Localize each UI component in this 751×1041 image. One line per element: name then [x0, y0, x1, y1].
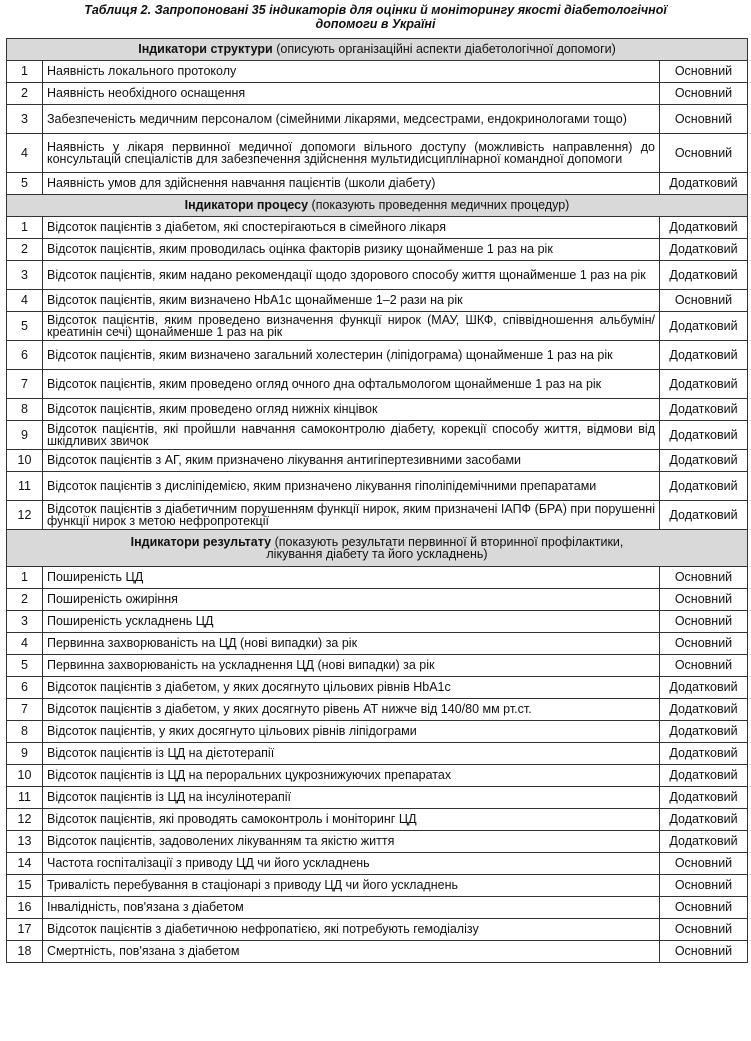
- row-indicator: Тривалість перебування в стаціонарі з приводу ЦД чи його ускладнень: [43, 875, 660, 897]
- row-indicator: Відсоток пацієнтів, яким визначено HbA1c щонайменше 1–2 рази на рік: [43, 290, 660, 312]
- row-indicator: Частота госпіталізації з приводу ЦД чи його ускладнень: [43, 853, 660, 875]
- row-number: 7: [7, 370, 43, 399]
- row-number: 10: [7, 765, 43, 787]
- caption-line-2: допомоги в Україні: [315, 17, 436, 31]
- row-indicator: Відсоток пацієнтів, задоволених лікуванням та якістю життя: [43, 831, 660, 853]
- row-number: 12: [7, 501, 43, 530]
- row-number: 6: [7, 341, 43, 370]
- section-note: (показують проведення медичних процедур): [308, 198, 570, 213]
- table-row: [7, 312, 748, 341]
- row-category: Додатковий: [660, 341, 748, 370]
- row-number: 7: [7, 699, 43, 721]
- row-indicator: Відсоток пацієнтів, у яких досягнуто цільових рівнів ліпідограми: [43, 721, 660, 743]
- table-row: [7, 897, 748, 919]
- indicators-table: [6, 38, 748, 963]
- row-number: 8: [7, 399, 43, 421]
- row-category: Додатковий: [660, 239, 748, 261]
- row-indicator: Відсоток пацієнтів, яким проведено визначення функції нирок (МАУ, ШКФ, співвідношення альбумін/креатинін сечі) щонайменше 1 раз на рік: [43, 312, 660, 341]
- section-header-result: [7, 530, 748, 567]
- row-category: Основний: [660, 875, 748, 897]
- row-number: 3: [7, 611, 43, 633]
- row-indicator: Відсоток пацієнтів з діабетом, які спостерігаються в сімейного лікаря: [43, 217, 660, 239]
- table-row: [7, 261, 748, 290]
- section-note-line-2: лікування діабету та його ускладнень): [266, 547, 488, 561]
- row-number: 5: [7, 173, 43, 195]
- row-number: 11: [7, 472, 43, 501]
- table-row: [7, 919, 748, 941]
- section-header-process: [7, 195, 748, 217]
- row-number: 2: [7, 83, 43, 105]
- row-number: 1: [7, 217, 43, 239]
- row-category: Основний: [660, 897, 748, 919]
- table-row: [7, 875, 748, 897]
- row-number: 11: [7, 787, 43, 809]
- row-category: Додатковий: [660, 831, 748, 853]
- row-number: 3: [7, 261, 43, 290]
- row-indicator: Смертність, пов'язана з діабетом: [43, 941, 660, 963]
- row-category: Основний: [660, 83, 748, 105]
- row-number: 17: [7, 919, 43, 941]
- row-indicator: Інвалідність, пов'язана з діабетом: [43, 897, 660, 919]
- table-row: [7, 743, 748, 765]
- row-number: 4: [7, 134, 43, 173]
- row-category: Основний: [660, 655, 748, 677]
- row-indicator: Поширеність ЦД: [43, 567, 660, 589]
- row-number: 4: [7, 290, 43, 312]
- row-number: 12: [7, 809, 43, 831]
- row-category: Додатковий: [660, 472, 748, 501]
- table-row: [7, 941, 748, 963]
- row-number: 8: [7, 721, 43, 743]
- row-category: Додатковий: [660, 787, 748, 809]
- row-category: Додатковий: [660, 370, 748, 399]
- row-indicator: Відсоток пацієнтів з діабетом, у яких досягнуто цільових рівнів HbA1c: [43, 677, 660, 699]
- section-title: Індикатори результату: [130, 534, 272, 549]
- table-row: [7, 450, 748, 472]
- row-indicator: Відсоток пацієнтів, яким надано рекомендації щодо здорового способу життя щонайменше 1 раз на рік: [43, 261, 660, 290]
- row-category: Додатковий: [660, 809, 748, 831]
- row-category: Основний: [660, 919, 748, 941]
- row-category: Основний: [660, 633, 748, 655]
- row-number: 16: [7, 897, 43, 919]
- row-number: 2: [7, 589, 43, 611]
- row-category: Додатковий: [660, 173, 748, 195]
- table-row: [7, 399, 748, 421]
- row-indicator: Забезпеченість медичним персоналом (сімейними лікарями, медсестрами, ендокринологами тощо): [43, 105, 660, 134]
- row-indicator: Наявність необхідного оснащення: [43, 83, 660, 105]
- row-indicator: Поширеність ускладнень ЦД: [43, 611, 660, 633]
- row-category: Основний: [660, 290, 748, 312]
- row-category: Додатковий: [660, 399, 748, 421]
- section-header-structure: [7, 39, 748, 61]
- row-number: 1: [7, 61, 43, 83]
- row-number: 6: [7, 677, 43, 699]
- table-row: [7, 589, 748, 611]
- table-row: [7, 831, 748, 853]
- row-indicator: Відсоток пацієнтів, яким проводилась оцінка факторів ризику щонайменше 1 раз на рік: [43, 239, 660, 261]
- row-number: 13: [7, 831, 43, 853]
- row-number: 3: [7, 105, 43, 134]
- row-category: Додатковий: [660, 421, 748, 450]
- table-row: [7, 787, 748, 809]
- row-category: Основний: [660, 134, 748, 173]
- row-indicator: Відсоток пацієнтів з діабетичним порушенням функції нирок, яким призначені ІАПФ (БРА) при порушенні функції нирок з метою нефропротекції: [43, 501, 660, 530]
- row-category: Основний: [660, 611, 748, 633]
- section-title: Індикатори процесу: [184, 198, 309, 213]
- table-row: [7, 61, 748, 83]
- row-category: Основний: [660, 589, 748, 611]
- row-category: Додатковий: [660, 312, 748, 341]
- table-row: [7, 809, 748, 831]
- row-category: Додатковий: [660, 261, 748, 290]
- row-category: Основний: [660, 941, 748, 963]
- row-indicator: Наявність умов для здійснення навчання пацієнтів (школи діабету): [43, 173, 660, 195]
- row-indicator: Поширеність ожиріння: [43, 589, 660, 611]
- row-number: 5: [7, 655, 43, 677]
- section-note: (описують організаційні аспекти діабетологічної допомоги): [272, 42, 616, 57]
- row-category: Додатковий: [660, 217, 748, 239]
- row-indicator: Відсоток пацієнтів, яким проведено огляд очного дна офтальмологом щонайменше 1 раз на рік: [43, 370, 660, 399]
- table-row: [7, 472, 748, 501]
- row-category: Додатковий: [660, 743, 748, 765]
- row-indicator: Відсоток пацієнтів, які пройшли навчання самоконтролю діабету, корекції способу життя, відмови від шкідливих звичок: [43, 421, 660, 450]
- table-row: [7, 83, 748, 105]
- row-category: Додатковий: [660, 765, 748, 787]
- table-row: [7, 370, 748, 399]
- row-indicator: Відсоток пацієнтів із ЦД на пероральних цукрознижуючих препаратах: [43, 765, 660, 787]
- row-indicator: Відсоток пацієнтів, яким визначено загальний холестерин (ліпідограма) щонайменше 1 раз на рік: [43, 341, 660, 370]
- row-number: 2: [7, 239, 43, 261]
- table-row: [7, 290, 748, 312]
- table-row: [7, 341, 748, 370]
- table-row: [7, 239, 748, 261]
- row-indicator: Відсоток пацієнтів з діабетичною нефропатією, які потребують гемодіалізу: [43, 919, 660, 941]
- row-category: Основний: [660, 61, 748, 83]
- table-row: [7, 567, 748, 589]
- row-indicator: Відсоток пацієнтів з діабетом, у яких досягнуто рівень АТ нижче від 140/80 мм рт.ст.: [43, 699, 660, 721]
- row-number: 1: [7, 567, 43, 589]
- row-number: 14: [7, 853, 43, 875]
- row-number: 9: [7, 421, 43, 450]
- table-row: [7, 134, 748, 173]
- row-indicator: Відсоток пацієнтів з АГ, яким призначено лікування антигіпертезивними засобами: [43, 450, 660, 472]
- table-row: [7, 655, 748, 677]
- table-row: [7, 633, 748, 655]
- row-number: 4: [7, 633, 43, 655]
- row-category: Додатковий: [660, 450, 748, 472]
- row-number: 10: [7, 450, 43, 472]
- table-row: [7, 721, 748, 743]
- row-category: Додатковий: [660, 677, 748, 699]
- row-indicator: Відсоток пацієнтів із ЦД на дієтотерапії: [43, 743, 660, 765]
- row-indicator: Первинна захворюваність на ускладнення ЦД (нові випадки) за рік: [43, 655, 660, 677]
- table-row: [7, 421, 748, 450]
- row-indicator: Первинна захворюваність на ЦД (нові випадки) за рік: [43, 633, 660, 655]
- table-row: [7, 677, 748, 699]
- row-category: Основний: [660, 105, 748, 134]
- table-row: [7, 699, 748, 721]
- row-category: Додатковий: [660, 699, 748, 721]
- row-category: Додатковий: [660, 501, 748, 530]
- row-number: 18: [7, 941, 43, 963]
- row-indicator: Відсоток пацієнтів із ЦД на інсулінотерапії: [43, 787, 660, 809]
- row-indicator: Відсоток пацієнтів, яким проведено огляд нижніх кінцівок: [43, 399, 660, 421]
- table-row: [7, 217, 748, 239]
- row-indicator: Відсоток пацієнтів, які проводять самоконтроль і моніторинг ЦД: [43, 809, 660, 831]
- table-row: [7, 853, 748, 875]
- row-number: 9: [7, 743, 43, 765]
- row-category: Основний: [660, 853, 748, 875]
- row-number: 5: [7, 312, 43, 341]
- table-row: [7, 105, 748, 134]
- row-category: Додатковий: [660, 721, 748, 743]
- row-category: Основний: [660, 567, 748, 589]
- table-row: [7, 611, 748, 633]
- section-note: (показують результати первинної й вторинної профілактики,: [271, 534, 624, 549]
- row-indicator: Відсоток пацієнтів з дисліпідемією, яким призначено лікування гіполіпідемічними препаратами: [43, 472, 660, 501]
- table-row: [7, 173, 748, 195]
- table-row: [7, 765, 748, 787]
- caption-line-1: Таблиця 2. Запропоновані 35 індикаторів для оцінки й моніторингу якості діабетологічної: [84, 3, 667, 17]
- row-number: 15: [7, 875, 43, 897]
- section-title: Індикатори структури: [138, 42, 273, 57]
- row-indicator: Наявність локального протоколу: [43, 61, 660, 83]
- table-row: [7, 501, 748, 530]
- row-indicator: Наявність у лікаря первинної медичної допомоги вільного доступу (можливість направлення) до консультацій спеціалістів для забезпечення здійснення мультидисциплінарної командної допомоги: [43, 134, 660, 173]
- table-caption: [0, 0, 751, 34]
